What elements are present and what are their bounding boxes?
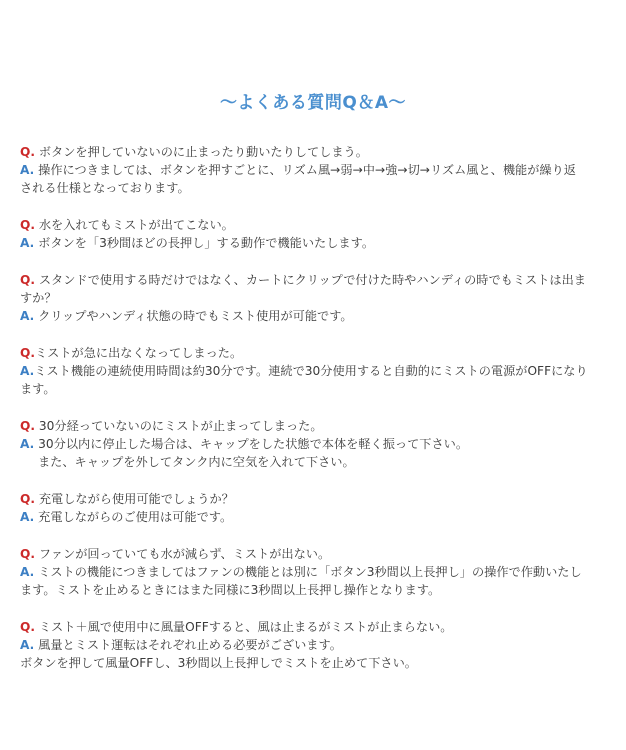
question-marker: Q. <box>20 620 35 634</box>
answer-marker: A. <box>20 565 35 579</box>
answer-text: クリップやハンディ状態の時でもミスト使用が可能です。 <box>34 309 353 323</box>
faq-question <box>20 545 606 563</box>
faq-item-1 <box>20 143 606 197</box>
faq-question <box>20 344 606 362</box>
question-text: 充電しながら使用可能でしょうか？ <box>35 492 234 506</box>
question-marker: Q. <box>20 346 35 360</box>
answer-text: 30分以内に停止した場合は、キャップをした状態で本体を軽く振って下さい。 <box>34 437 469 451</box>
faq-answer <box>20 307 606 325</box>
faq-answer-extra: ボタンを押して風量OFFし、3秒間以上長押しでミストを止めて下さい。 <box>20 656 417 670</box>
faq-answer <box>20 435 606 453</box>
question-text: スタンドで使用する時だけではなく、カートにクリップで付けた時やハンディの時でもミストは出ますか？ <box>20 273 586 305</box>
faq-item-6 <box>20 490 606 526</box>
faq-question <box>20 143 606 161</box>
faq-answer <box>20 161 588 197</box>
question-text: 30分経っていないのにミストが止まってしまった。 <box>35 419 323 433</box>
answer-marker: A. <box>20 437 35 451</box>
question-marker: Q. <box>20 492 35 506</box>
faq-answer-extra: また、キャップを外してタンク内に空気を入れて下さい。 <box>38 455 355 469</box>
faq-answer <box>20 508 606 526</box>
question-marker: Q. <box>20 218 35 232</box>
answer-marker: A. <box>20 638 35 652</box>
answer-marker: A. <box>20 163 35 177</box>
question-marker: Q. <box>20 419 35 433</box>
page-title: 〜よくある質問Q＆A〜 <box>219 93 407 113</box>
faq-answer <box>20 362 588 398</box>
faq-question <box>20 417 606 435</box>
faq-question <box>20 271 588 307</box>
faq-item-4 <box>20 344 606 398</box>
question-marker: Q. <box>20 547 35 561</box>
question-text: ミストが急に出なくなってしまった。 <box>35 346 243 360</box>
answer-marker: A. <box>20 364 35 378</box>
answer-text: ボタンを「3秒間ほどの長押し」する動作で機能いたします。 <box>34 236 375 250</box>
faq-answer <box>20 563 588 599</box>
answer-text: ミスト機能の連続使用時間は約30分です。連続で30分使用すると自動的にミストの電源がOFFになります。 <box>20 364 588 396</box>
faq-item-3 <box>20 271 606 325</box>
answer-marker: A. <box>20 510 35 524</box>
faq-question <box>20 618 606 636</box>
faq-item-7 <box>20 545 606 599</box>
answer-marker: A. <box>20 236 35 250</box>
faq-question <box>20 490 606 508</box>
question-marker: Q. <box>20 273 35 287</box>
answer-text: 風量とミスト運転はそれぞれ止める必要がございます。 <box>34 638 342 652</box>
faq-item-8 <box>20 618 606 672</box>
faq-item-2 <box>20 216 606 252</box>
question-text: ミスト＋風で使用中に風量OFFすると、風は止まるがミストが止まらない。 <box>35 620 453 634</box>
faq-answer <box>20 234 606 252</box>
answer-text: 充電しながらのご使用は可能です。 <box>34 510 233 524</box>
answer-marker: A. <box>20 309 35 323</box>
answer-text: 操作につきましては、ボタンを押すごとに、リズム風→弱→中→強→切→リズム風と、機能が繰り返される仕様となっております。 <box>20 163 576 195</box>
faq-item-5 <box>20 417 606 471</box>
question-marker: Q. <box>20 145 35 159</box>
answer-text: ミストの機能につきましてはファンの機能とは別に「ボタン3秒間以上長押し」の操作で作動いたします。ミストを止めるときにはまた同様に3秒間以上長押し操作となります。 <box>20 565 582 597</box>
question-text: ファンが回っていても水が減らず、ミストが出ない。 <box>35 547 331 561</box>
faq-answer <box>20 636 606 654</box>
question-text: ボタンを押していないのに止まったり動いたりしてしまう。 <box>35 145 368 159</box>
question-text: 水を入れてもミストが出てこない。 <box>35 218 234 232</box>
faq-question <box>20 216 606 234</box>
